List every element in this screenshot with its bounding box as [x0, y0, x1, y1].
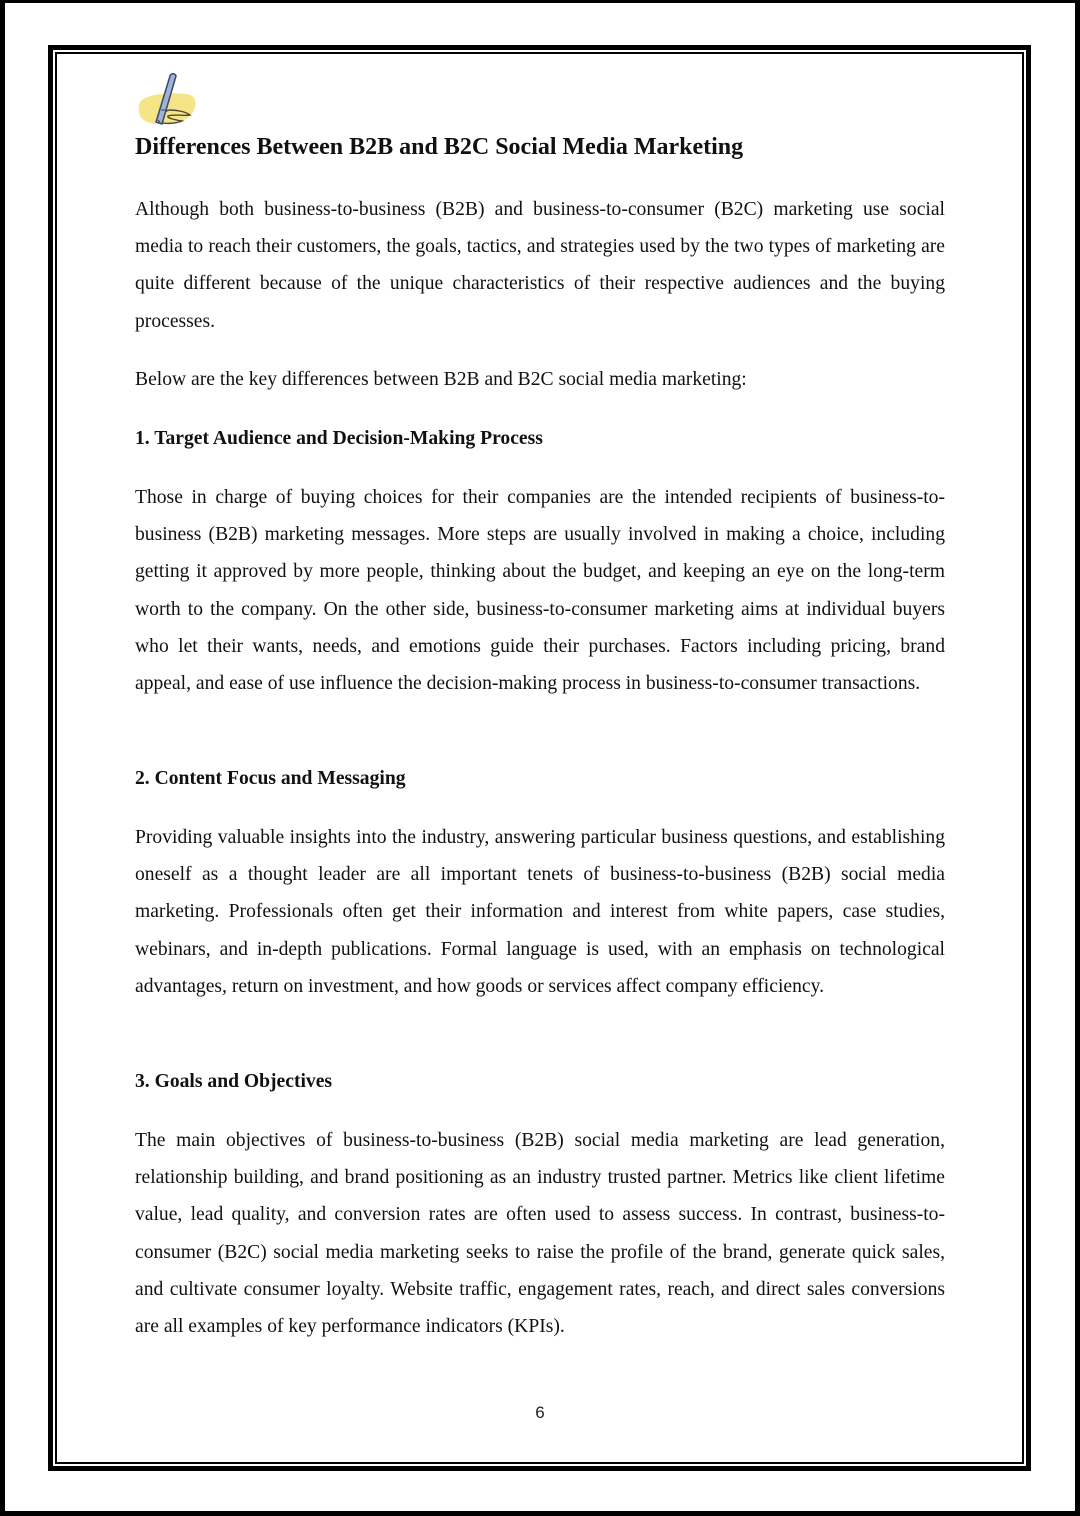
intro-paragraph: Although both business-to-business (B2B) and business-to-consumer (B2C) marketing use social media to reach their customers, the goals, tactics, and strategies used by the two types of marketing are quite different because of the unique characteristics of their respective audiences and the buying processes.: [135, 199, 945, 332]
lead-in-text: Below are the key differences between B2B and B2C social media marketing:: [135, 369, 747, 390]
section-heading-goals: 3. Goals and Objectives: [135, 1071, 333, 1092]
section-body-goals: The main objectives of business-to-business (B2B) social media marketing are lead generation, relationship building, and brand positioning as an industry trusted partner. Metrics like client lifetime value, lead quality, and conversion rates are often used to assess success. In contrast, business-to-consumer (B2C) social media marketing seeks to raise the profile of the brand, generate quick sales, and cultivate consumer loyalty. Website traffic, engagement rates, reach, and direct sales conversions are all examples of key performance indicators (KPIs).: [135, 1130, 945, 1338]
section-heading-content-focus: 2. Content Focus and Messaging: [135, 768, 406, 789]
section-body-content-focus: Providing valuable insights into the industry, answering particular business questions, and establishing oneself as a thought leader are all important tenets of business-to-business (B2B) social media marketing. Professionals often get their information and interest from white papers, case studies, webinars, and in-depth publications. Formal language is used, with an emphasis on technological advantages, return on investment, and how goods or services affect company efficiency.: [135, 827, 945, 997]
page-number: 6: [535, 1403, 545, 1422]
section-body-target-audience: Those in charge of buying choices for their companies are the intended recipients of business-to-business (B2B) marketing messages. More steps are usually involved in making a choice, including getting it approved by more people, thinking about the budget, and keeping an eye on the long-term worth to the company. On the other side, business-to-consumer marketing aims at individual buyers who let their wants, needs, and emotions guide their purchases. Factors including pricing, brand appeal, and ease of use influence the decision-making process in business-to-consumer transactions.: [135, 487, 945, 695]
pen-writing-icon: [136, 70, 202, 130]
section-heading-target-audience: 1. Target Audience and Decision-Making Process: [135, 428, 543, 449]
document-title: Differences Between B2B and B2C Social Media Marketing: [135, 134, 744, 160]
